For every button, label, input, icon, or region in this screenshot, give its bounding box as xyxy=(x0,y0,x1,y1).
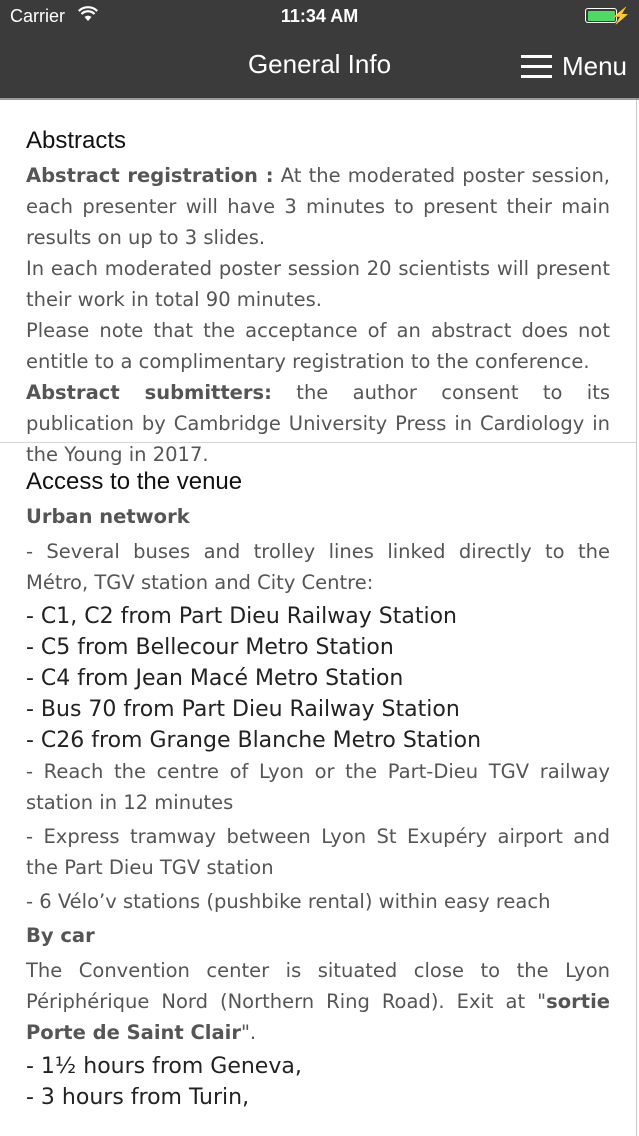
menu-button[interactable] xyxy=(521,48,627,84)
line-item: - C4 from Jean Macé Metro Station xyxy=(26,666,404,691)
access-title: Access to the venue xyxy=(26,468,243,495)
status-bar xyxy=(0,0,639,34)
abstract-submitters-label: Abstract submitters: xyxy=(26,381,272,404)
reach-text: - Reach the centre of Lyon or the Part-Dieu TGV railway station in 12 minutes xyxy=(26,760,610,814)
urban-network-title: Urban network xyxy=(26,505,190,528)
distance-item: - 1½ hours from Geneva, xyxy=(26,1054,302,1079)
hamburger-icon xyxy=(521,55,552,78)
line-item: - C26 from Grange Blanche Metro Station xyxy=(26,728,482,753)
distance-item: - 3 hours from Turin, xyxy=(26,1085,250,1110)
charging-icon: ⚡ xyxy=(611,8,631,25)
car-text-end: ". xyxy=(240,1021,257,1044)
velov-text: - 6 Vélo’v stations (pushbike rental) within easy reach xyxy=(26,890,551,913)
line-item: - C1, C2 from Part Dieu Railway Station xyxy=(26,604,457,629)
carrier-label: Carrier xyxy=(10,6,66,26)
nav-bar xyxy=(0,34,639,100)
abstract-submitters-body: the author consent to its publication by Cambridge University Press in Cardiology in the Young in 2017. xyxy=(26,381,610,466)
content-scroll[interactable] xyxy=(0,100,637,1136)
abstracts-title: Abstracts xyxy=(26,127,127,154)
clock: 11:34 AM xyxy=(280,6,359,26)
tramway-text: - Express tramway between Lyon St Exupéry airport and the Part Dieu TGV station xyxy=(26,825,610,879)
menu-label: Menu xyxy=(561,50,627,81)
car-exit-name: sortie Porte de Saint Clair xyxy=(26,990,610,1044)
page-title: General Info xyxy=(247,49,392,79)
car-text xyxy=(26,955,610,1048)
by-car-title: By car xyxy=(26,924,95,947)
line-item: - C5 from Bellecour Metro Station xyxy=(26,635,394,660)
car-text-body: The Convention center is situated close to the Lyon Périphérique Nord (Northern Ring Road). Exit at " xyxy=(26,959,610,1013)
abstract-registration-text xyxy=(26,160,610,253)
abstract-registration-body: At the moderated poster session, each presenter will have 3 minutes to present their main results on up to 3 slides. xyxy=(26,164,611,249)
acceptance-note: Please note that the acceptance of an abstract does not entitle to a complimentary registration to the conference. xyxy=(26,319,610,373)
poster-session-text: In each moderated poster session 20 scientists will present their work in total 90 minutes. xyxy=(26,257,610,311)
abstracts-section xyxy=(0,100,636,466)
line-item: - Bus 70 from Part Dieu Railway Station xyxy=(26,697,460,722)
access-section xyxy=(0,443,636,1136)
abstract-registration-label: Abstract registration : xyxy=(26,164,274,187)
urban-intro: - Several buses and trolley lines linked directly to the Métro, TGV station and City Centre: xyxy=(26,540,610,594)
